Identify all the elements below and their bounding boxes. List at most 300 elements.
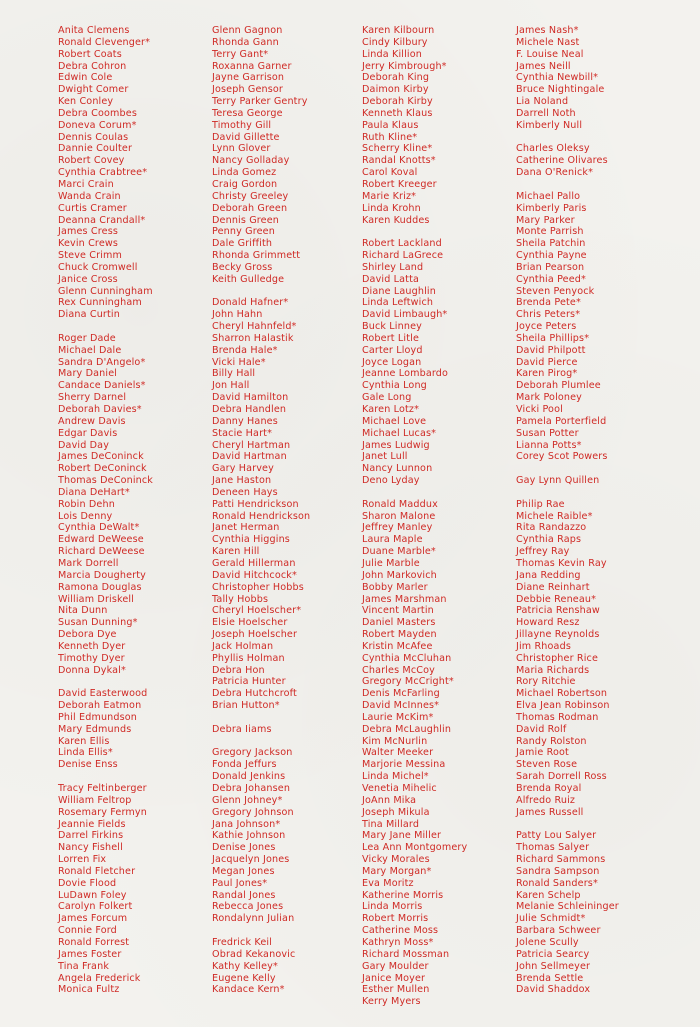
name-entry: Craig Gordon	[212, 178, 278, 190]
name-entry: Cynthia Long	[362, 380, 427, 392]
name-entry: Diana Curtin	[58, 309, 120, 321]
name-entry: Christy Greeley	[212, 190, 289, 202]
column-2	[212, 25, 310, 996]
name-entry: Vicki Hale*	[212, 356, 266, 368]
name-entry: Ken Conley	[58, 96, 114, 108]
name-entry: Dovie Flood	[58, 877, 117, 889]
name-entry: Jana Johnson*	[212, 818, 281, 830]
name-entry: Chuck Cromwell	[58, 261, 138, 273]
name-entry: Michele Raible*	[516, 510, 593, 522]
name-entry: Robert Lackland	[362, 238, 442, 250]
name-entry: Charles Oleksy	[516, 143, 590, 155]
name-entry: Mark Poloney	[516, 392, 583, 404]
name-entry: Deborah Kirby	[362, 96, 433, 108]
name-entry: Jeffrey Manley	[362, 522, 433, 534]
name-entry: James Forcum	[58, 913, 128, 925]
name-entry: Joseph Gensor	[212, 84, 283, 96]
name-entry: Penny Green	[212, 226, 275, 238]
name-entry: Kerry Myers	[362, 996, 421, 1008]
name-entry: Richard DeWeese	[58, 546, 145, 558]
name-entry: Cynthia Crabtree*	[58, 167, 148, 179]
name-entry: Randy Rolston	[516, 735, 587, 747]
name-entry: Billy Hall	[212, 368, 256, 380]
name-entry: David Shaddox	[516, 984, 591, 996]
name-entry: Patricia Hunter	[212, 676, 286, 688]
name-entry: Cynthia Peed*	[516, 273, 586, 285]
name-entry: LuDawn Foley	[58, 889, 127, 901]
name-entry: Sharon Malone	[362, 510, 436, 522]
name-entry: Brenda Hale*	[212, 344, 278, 356]
name-entry: Mary Jane Miller	[362, 830, 442, 842]
name-entry: Dannie Coulter	[58, 143, 133, 155]
name-entry: Deborah King	[362, 72, 430, 84]
name-entry: Nancy Golladay	[212, 155, 290, 167]
section-gap	[212, 712, 310, 724]
name-entry: Jon Hall	[212, 380, 250, 392]
section-gap	[58, 676, 153, 688]
name-entry: Thomas Kevin Ray	[516, 557, 607, 569]
name-entry: Lynn Glover	[212, 143, 271, 155]
section-gap	[212, 286, 310, 298]
name-entry: Cynthia DeWalt*	[58, 522, 140, 534]
name-entry: James Russell	[516, 806, 584, 818]
name-entry: Dana O'Renick*	[516, 167, 594, 179]
name-entry: Karen Lotz*	[362, 404, 420, 415]
name-entry: Michael Love	[362, 415, 427, 427]
name-entry: Sharron Halastik	[212, 332, 294, 344]
name-entry: Jeffrey Ray	[516, 546, 570, 558]
name-entry: Mary Daniel	[58, 368, 118, 380]
name-entry: Kathy Kelley*	[212, 960, 278, 972]
name-entry: John Hahn	[212, 309, 263, 321]
name-entry: Kimberly Paris	[516, 202, 587, 214]
name-entry: Ronald Hendrickson	[212, 510, 311, 522]
name-entry: Timothy Gill	[212, 119, 272, 131]
name-entry: Marcia Dougherty	[58, 569, 146, 581]
name-entry: Tracy Feltinberger	[58, 783, 147, 794]
section-gap	[58, 771, 153, 783]
name-entry: Teresa George	[212, 107, 283, 119]
name-entry: Rory Ritchie	[516, 676, 576, 688]
name-entry: Joseph Hoelscher	[212, 629, 298, 641]
name-entry: Ronald Sanders*	[516, 877, 598, 889]
name-entry: James Foster	[58, 948, 122, 960]
name-entry: Marci Crain	[58, 178, 114, 190]
name-entry: Linda Leftwich	[362, 297, 434, 309]
name-entry: Lea Ann Montgomery	[362, 842, 468, 854]
name-entry: Pamela Porterfield	[516, 415, 607, 427]
name-entry: Diane Reinhart	[516, 581, 590, 593]
name-entry: Patricia Renshaw	[516, 605, 600, 617]
name-entry: Sheila Phillips*	[516, 332, 590, 344]
name-entry: Dennis Green	[212, 214, 280, 226]
name-entry: Michele Nast	[516, 36, 580, 48]
name-entry: John Markovich	[362, 569, 437, 581]
section-gap	[212, 925, 310, 937]
name-entry: Diane Laughlin	[362, 285, 436, 297]
name-entry: Lorren Fix	[58, 854, 107, 866]
name-entry: Rebecca Jones	[212, 901, 284, 913]
name-entry: Cheryl Hartman	[212, 439, 291, 451]
name-entry: Laurie McKim*	[362, 711, 434, 723]
name-entry: Phyllis Holman	[212, 652, 285, 664]
name-entry: Joyce Peters	[516, 321, 577, 333]
name-entry: Monte Parrish	[516, 226, 584, 238]
name-entry: Robert Kreeger	[362, 178, 437, 190]
name-entry: Kathryn Moss*	[362, 936, 434, 948]
name-entry: Susan Dunning*	[58, 617, 138, 629]
name-entry: Ramona Douglas	[58, 581, 142, 593]
section-gap	[516, 487, 619, 499]
name-entry: Patty Lou Salyer	[516, 830, 597, 842]
name-entry: Linda Michel*	[362, 771, 429, 783]
name-entry: Diana DeHart*	[58, 486, 130, 498]
name-entry: Mark Dorrell	[58, 557, 119, 569]
name-entry: James Nash*	[516, 25, 579, 36]
name-entry: Jayne Garrison	[212, 72, 285, 84]
name-entry: Nancy Lunnon	[362, 463, 433, 475]
name-entry: Kathie Johnson	[212, 830, 286, 842]
name-entry: Julie Marble	[362, 557, 420, 569]
column-4	[516, 25, 619, 996]
name-entry: Jamie Root	[516, 747, 569, 759]
name-entry: Jacquelyn Jones	[212, 854, 290, 866]
name-entry: David Rolf	[516, 723, 567, 735]
name-entry: Kim McNurlin	[362, 735, 428, 747]
name-entry: Richard LaGrece	[362, 250, 444, 262]
name-entry: David Hamilton	[212, 392, 289, 404]
name-entry: Jack Holman	[212, 640, 274, 652]
name-entry: James Marshman	[362, 593, 447, 605]
name-entry: Robert Morris	[362, 913, 429, 925]
name-entry: Christopher Hobbs	[212, 581, 304, 593]
name-entry: Joyce Logan	[362, 356, 422, 368]
name-entry: Vicky Morales	[362, 854, 430, 866]
section-gap	[516, 463, 619, 475]
name-entry: Doneva Corum*	[58, 119, 137, 131]
name-entry: Eugene Kelly	[212, 972, 276, 984]
name-entry: Sandra Sampson	[516, 865, 600, 877]
name-entry: Carol Koval	[362, 167, 418, 179]
name-entry: Dennis Coulas	[58, 131, 129, 143]
name-entry: Cynthia Higgins	[212, 534, 290, 546]
name-entry: Rex Cunningham	[58, 297, 142, 309]
name-entry: Philip Rae	[516, 498, 565, 510]
name-entry: Debra Handlen	[212, 404, 287, 415]
name-entry: Venetia Mihelic	[362, 783, 437, 794]
name-entry: Gary Harvey	[212, 463, 274, 475]
name-entry: Linda Ellis*	[58, 747, 113, 759]
name-entry: Vicki Pool	[516, 404, 563, 415]
name-entry: Buck Linney	[362, 321, 422, 333]
name-entry: Robert DeConinck	[58, 463, 147, 475]
name-entry: Alfredo Ruiz	[516, 794, 576, 806]
name-entry: Walter Meeker	[362, 747, 434, 759]
name-entry: Edwin Cole	[58, 72, 113, 84]
name-entry: Ronald Maddux	[362, 498, 438, 510]
name-entry: Roxanna Garner	[212, 60, 292, 72]
name-entry: Rondalynn Julian	[212, 913, 295, 925]
name-entry: Lianna Potts*	[516, 439, 582, 451]
name-entry: Glenn Cunningham	[58, 285, 153, 297]
name-entry: Mary Morgan*	[362, 865, 432, 877]
name-entry: Linda Gomez	[212, 167, 277, 179]
name-entry: Monica Fultz	[58, 984, 120, 996]
name-entry: Sheila Patchin	[516, 238, 586, 250]
name-entry: Randal Knotts*	[362, 155, 436, 167]
name-entry: Darrel Firkins	[58, 830, 124, 842]
name-entry: Ronald Forrest	[58, 936, 130, 948]
name-entry: Robert Litle	[362, 332, 419, 344]
name-entry: Duane Marble*	[362, 546, 436, 558]
name-entry: Vincent Martin	[362, 605, 434, 617]
name-entry: Karen Kuddes	[362, 214, 430, 226]
name-entry: Robert Covey	[58, 155, 125, 167]
name-entry: Robert Coats	[58, 48, 122, 60]
name-entry: Denise Enss	[58, 759, 118, 771]
name-entry: F. Louise Neal	[516, 48, 584, 60]
name-entry: Katherine Morris	[362, 889, 444, 901]
name-entry: Candace Daniels*	[58, 380, 146, 392]
name-entry: Wanda Crain	[58, 190, 121, 202]
name-entry: Deborah Eatmon	[58, 700, 142, 712]
name-entry: Jana Redding	[516, 569, 581, 581]
name-entry: Fonda Jeffurs	[212, 759, 277, 771]
name-entry: Linda Krohn	[362, 202, 421, 214]
name-entry: Donald Hafner*	[212, 297, 289, 309]
name-entry: Debra Coombes	[58, 107, 137, 119]
name-entry: Obrad Kekanovic	[212, 948, 296, 960]
name-entry: Janet Herman	[212, 522, 280, 534]
name-entry: Cynthia Payne	[516, 250, 587, 262]
name-entry: Elva Jean Robinson	[516, 700, 610, 712]
name-entry: David Hartman	[212, 451, 287, 463]
name-entry: Michael Dale	[58, 344, 122, 356]
name-entry: Esther Mullen	[362, 984, 430, 996]
name-entry: Debbie Reneau*	[516, 593, 597, 605]
name-entry: Cynthia Newbill*	[516, 72, 599, 84]
name-entry: Janice Moyer	[362, 972, 426, 984]
name-entry: Brenda Royal	[516, 783, 582, 794]
name-entry: Janice Cross	[58, 273, 118, 285]
name-entry: Richard Mossman	[362, 948, 450, 960]
name-entry: Debra McLaughlin	[362, 723, 452, 735]
name-entry: Cynthia Raps	[516, 534, 582, 546]
name-entry: Eva Moritz	[362, 877, 414, 889]
section-gap	[516, 132, 619, 144]
name-entry: Barbara Schweer	[516, 925, 601, 937]
name-entry: Thomas DeConinck	[58, 475, 153, 487]
name-entry: Becky Gross	[212, 261, 273, 273]
name-entry: Kandace Kern*	[212, 984, 285, 996]
name-entry: Ruth Kline*	[362, 131, 418, 143]
name-entry: Jane Haston	[212, 475, 272, 487]
name-entry: Ronald Fletcher	[58, 865, 136, 877]
name-entry: Rita Randazzo	[516, 522, 587, 534]
name-entry: David Limbaugh*	[362, 309, 448, 321]
name-entry: David Hitchcock*	[212, 569, 297, 581]
column-3	[362, 25, 467, 1008]
name-entry: Lois Denny	[58, 510, 113, 522]
name-entry: Debora Dye	[58, 629, 117, 641]
name-entry: Daimon Kirby	[362, 84, 429, 96]
name-entry: Connie Ford	[58, 925, 117, 937]
name-entry: Angela Frederick	[58, 972, 141, 984]
name-entry: Donna Dykal*	[58, 664, 126, 676]
name-entry: Marie Kriz*	[362, 190, 417, 202]
name-entry: Jim Rhoads	[516, 640, 571, 652]
name-entry: David Latta	[362, 273, 420, 285]
name-entry: Gregory Jackson	[212, 747, 293, 759]
name-entry: Edward DeWeese	[58, 534, 144, 546]
name-entry: Debra Hutchcroft	[212, 688, 297, 700]
name-entry: Catherine Olivares	[516, 155, 608, 167]
name-entry: Sherry Darnel	[58, 392, 127, 404]
name-entry: David Philpott	[516, 344, 586, 356]
name-entry: Kenneth Dyer	[58, 640, 126, 652]
name-entry: Rhonda Grimmett	[212, 250, 301, 262]
name-entry: Gay Lynn Quillen	[516, 475, 600, 487]
name-entry: Curtis Cramer	[58, 202, 127, 214]
name-entry: Linda Killion	[362, 48, 422, 60]
name-entry: Laura Maple	[362, 534, 423, 546]
name-entry: James Ludwig	[362, 439, 430, 451]
name-entry: David McInnes*	[362, 700, 440, 712]
name-entry: Brenda Settle	[516, 972, 584, 984]
name-entry: Tina Millard	[362, 818, 420, 830]
name-entry: Glenn Johney*	[212, 794, 283, 806]
name-entry: Corey Scot Powers	[516, 451, 608, 463]
name-entry: Karen Ellis	[58, 735, 110, 747]
name-entry: Jeannie Fields	[58, 818, 126, 830]
name-entry: Maria Richards	[516, 664, 590, 676]
name-entry: Deborah Plumlee	[516, 380, 601, 392]
name-entry: Deneen Hays	[212, 486, 278, 498]
name-entry: Jillayne Reynolds	[516, 629, 600, 641]
name-entry: Chris Peters*	[516, 309, 581, 321]
name-entry: Sarah Dorrell Ross	[516, 771, 607, 783]
name-entry: Rosemary Fermyn	[58, 806, 147, 818]
name-entry: Karen Hill	[212, 546, 260, 558]
name-entry: Ronald Clevenger*	[58, 36, 151, 48]
name-entry: Kenneth Klaus	[362, 107, 433, 119]
name-entry: Mary Edmunds	[58, 723, 132, 735]
name-entry: Gregory Johnson	[212, 806, 294, 818]
name-entry: Richard Sammons	[516, 854, 606, 866]
name-entry: Brenda Pete*	[516, 297, 581, 309]
name-entry: Sandra D'Angelo*	[58, 356, 146, 368]
section-gap	[516, 179, 619, 191]
name-entry: Susan Potter	[516, 427, 579, 439]
name-entry: Karen Schelp	[516, 889, 581, 901]
name-entry: Deanna Crandall*	[58, 214, 146, 226]
name-entry: James Cress	[58, 226, 118, 238]
name-entry: Michael Pallo	[516, 190, 581, 202]
name-entry: Danny Hanes	[212, 415, 278, 427]
name-entry: Roger Dade	[58, 332, 116, 344]
name-entry: Karen Pirog*	[516, 368, 578, 380]
name-entry: David Easterwood	[58, 688, 148, 700]
name-entry: Karen Kilbourn	[362, 25, 435, 36]
name-entry: Deno Lyday	[362, 475, 420, 487]
name-entry: Tina Frank	[58, 960, 110, 972]
name-entry: Joseph Mikula	[362, 806, 430, 818]
name-entry: Dale Griffith	[212, 238, 273, 250]
name-entry: Debra Hon	[212, 664, 265, 676]
name-entry: Tally Hobbs	[212, 593, 269, 605]
name-entry: Nita Dunn	[58, 605, 108, 617]
name-entry: Steven Penyock	[516, 285, 595, 297]
section-gap	[362, 226, 467, 238]
name-entry: Nancy Fishell	[58, 842, 123, 854]
name-entry: Rhonda Gann	[212, 36, 279, 48]
name-entry: Timothy Dyer	[58, 652, 125, 664]
name-entry: Steven Rose	[516, 759, 578, 771]
name-entry: Cheryl Hahnfeld*	[212, 321, 297, 333]
name-entry: Gregory McCright*	[362, 676, 454, 688]
name-entry: Debra Iiams	[212, 723, 272, 735]
name-entry: Mary Parker	[516, 214, 575, 226]
name-entry: Kristin McAfee	[362, 640, 433, 652]
name-entry: Donald Jenkins	[212, 771, 286, 783]
name-entry: Fredrick Keil	[212, 936, 273, 948]
name-entry: Scherry Kline*	[362, 143, 433, 155]
name-entry: Debra Johansen	[212, 783, 291, 794]
name-entry: Michael Lucas*	[362, 427, 437, 439]
name-entry: Robert Mayden	[362, 629, 437, 641]
name-entry: Dwight Comer	[58, 84, 129, 96]
name-entry: Carter Lloyd	[362, 344, 423, 356]
name-entry: Denis McFarling	[362, 688, 440, 700]
name-entry: Denise Jones	[212, 842, 276, 854]
name-entry: Anita Clemens	[58, 25, 130, 36]
name-entry: Terry Gant*	[212, 48, 269, 60]
name-entry: Thomas Rodman	[516, 711, 599, 723]
name-entry: Keith Gulledge	[212, 273, 285, 285]
name-entry: Jerry Kimbrough*	[362, 60, 447, 72]
name-entry: Catherine Moss	[362, 925, 439, 937]
section-gap	[58, 321, 153, 333]
name-entry: Charles McCoy	[362, 664, 435, 676]
name-entry: Daniel Masters	[362, 617, 436, 629]
name-entry: JoAnn Mika	[362, 794, 417, 806]
name-entry: Deborah Davies*	[58, 404, 142, 415]
name-entry: Gary Moulder	[362, 960, 429, 972]
name-entry: Steve Crimm	[58, 250, 123, 262]
name-entry: Cindy Kilbury	[362, 36, 428, 48]
name-entry: Phil Edmundson	[58, 711, 138, 723]
column-1	[58, 25, 153, 996]
name-entry: Glenn Gagnon	[212, 25, 283, 36]
name-entry: Julie Schmidt*	[516, 913, 586, 925]
name-entry: Brian Hutton*	[212, 700, 280, 712]
name-entry: Jolene Scully	[516, 936, 579, 948]
name-entry: Linda Morris	[362, 901, 423, 913]
name-entry: James Neill	[516, 60, 571, 72]
name-entry: Bobby Marler	[362, 581, 428, 593]
name-entry: Kevin Crews	[58, 238, 119, 250]
name-entry: Andrew Davis	[58, 415, 126, 427]
name-entry: Lia Noland	[516, 96, 569, 108]
name-entry: James DeConinck	[58, 451, 144, 463]
name-entry: David Day	[58, 439, 110, 451]
name-entry: Patricia Searcy	[516, 948, 590, 960]
name-entry: Cynthia McCluhan	[362, 652, 452, 664]
name-entry: Robin Dehn	[58, 498, 115, 510]
name-entry: Elsie Hoelscher	[212, 617, 288, 629]
name-entry: Megan Jones	[212, 865, 275, 877]
name-entry: Paul Jones*	[212, 877, 268, 889]
